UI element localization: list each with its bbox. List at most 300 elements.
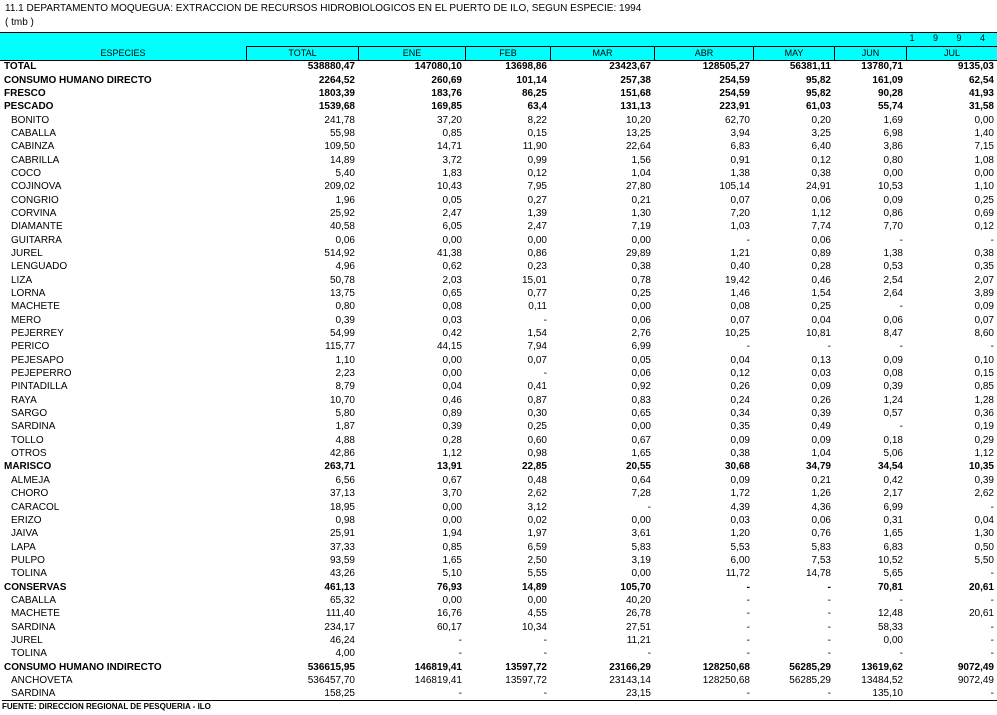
value-cell: 0,49 bbox=[811, 421, 831, 433]
value-cell: 0,07 bbox=[527, 354, 547, 366]
value-cell: 6,83 bbox=[883, 541, 903, 553]
value-cell: 0,25 bbox=[527, 421, 547, 433]
table-row bbox=[0, 287, 997, 300]
value-cell: 16,76 bbox=[436, 608, 462, 620]
value-cell: 0,86 bbox=[527, 247, 547, 259]
species-name: PINTADILLA bbox=[11, 381, 68, 393]
value-cell: 23166,29 bbox=[609, 661, 651, 673]
value-cell: 0,29 bbox=[974, 434, 994, 446]
value-cell: 0,46 bbox=[811, 274, 831, 286]
value-cell: 0,00 bbox=[527, 234, 547, 246]
value-cell: 2,47 bbox=[527, 221, 547, 233]
value-cell: 241,78 bbox=[324, 114, 355, 126]
species-name: CABRILLA bbox=[11, 154, 60, 166]
value-cell: 0,09 bbox=[811, 434, 831, 446]
value-cell: 0,00 bbox=[883, 634, 903, 646]
value-cell: 56285,29 bbox=[789, 661, 831, 673]
value-cell: 2,03 bbox=[442, 274, 462, 286]
value-cell: 0,00 bbox=[631, 568, 651, 580]
value-cell: 6,56 bbox=[335, 474, 355, 486]
value-cell: 0,67 bbox=[631, 434, 651, 446]
value-cell: 2,54 bbox=[883, 274, 903, 286]
value-cell: 10,20 bbox=[625, 114, 651, 126]
value-cell: - bbox=[458, 648, 462, 660]
value-cell: 43,26 bbox=[329, 568, 355, 580]
value-cell: 1,04 bbox=[631, 167, 651, 179]
value-cell: 0,04 bbox=[974, 514, 994, 526]
table-row bbox=[0, 434, 997, 447]
value-cell: 0,03 bbox=[811, 368, 831, 380]
table-row bbox=[0, 514, 997, 527]
value-cell: 10,70 bbox=[329, 394, 355, 406]
value-cell: 3,86 bbox=[883, 141, 903, 153]
value-cell: 6,99 bbox=[631, 341, 651, 353]
value-cell: 0,23 bbox=[527, 261, 547, 273]
table-row bbox=[0, 420, 997, 433]
value-cell: 0,19 bbox=[974, 421, 994, 433]
value-cell: 5,10 bbox=[442, 568, 462, 580]
table-row bbox=[0, 380, 997, 393]
value-cell: - bbox=[990, 688, 994, 700]
value-cell: 6,99 bbox=[883, 501, 903, 513]
value-cell: - bbox=[827, 608, 831, 620]
value-cell: 0,50 bbox=[974, 541, 994, 553]
species-name: MACHETE bbox=[11, 608, 60, 620]
value-cell: 1,65 bbox=[631, 448, 651, 460]
value-cell: - bbox=[990, 234, 994, 246]
value-cell: - bbox=[746, 581, 750, 593]
value-cell: 1,30 bbox=[631, 207, 651, 219]
value-cell: 1,03 bbox=[730, 221, 750, 233]
value-cell: 0,27 bbox=[527, 194, 547, 206]
table-row bbox=[0, 527, 997, 540]
value-cell: 20,61 bbox=[968, 581, 994, 593]
table-row bbox=[0, 634, 997, 647]
value-cell: 0,03 bbox=[730, 514, 750, 526]
value-cell: 0,83 bbox=[631, 394, 651, 406]
value-cell: 7,95 bbox=[527, 181, 547, 193]
table-row bbox=[0, 354, 997, 367]
value-cell: 0,92 bbox=[631, 381, 651, 393]
value-cell: - bbox=[458, 688, 462, 700]
species-name: LAPA bbox=[11, 541, 36, 553]
value-cell: 1,12 bbox=[811, 207, 831, 219]
value-cell: 0,41 bbox=[527, 381, 547, 393]
table-row bbox=[0, 220, 997, 233]
value-cell: - bbox=[746, 234, 750, 246]
column-header-mar: MAR bbox=[550, 47, 654, 60]
value-cell: 0,40 bbox=[730, 261, 750, 273]
value-cell: - bbox=[827, 621, 831, 633]
table-row bbox=[0, 193, 997, 206]
value-cell: 10,52 bbox=[877, 554, 903, 566]
value-cell: 65,32 bbox=[329, 594, 355, 606]
value-cell: 41,38 bbox=[436, 247, 462, 259]
value-cell: 0,00 bbox=[974, 114, 994, 126]
value-cell: 1,83 bbox=[442, 167, 462, 179]
value-cell: 93,59 bbox=[329, 554, 355, 566]
species-name: CONSERVAS bbox=[4, 581, 67, 593]
value-cell: 0,85 bbox=[442, 541, 462, 553]
species-name: CABINZA bbox=[11, 141, 55, 153]
column-header-total: TOTAL bbox=[246, 47, 358, 60]
table-row bbox=[0, 594, 997, 607]
table-row bbox=[0, 167, 997, 180]
value-cell: - bbox=[990, 341, 994, 353]
value-cell: 146819,41 bbox=[414, 661, 462, 673]
species-name: SARDINA bbox=[11, 621, 56, 633]
value-cell: 6,40 bbox=[811, 141, 831, 153]
value-cell: - bbox=[990, 568, 994, 580]
value-cell: 0,89 bbox=[811, 247, 831, 259]
value-cell: 0,67 bbox=[442, 474, 462, 486]
value-cell: 0,85 bbox=[442, 127, 462, 139]
value-cell: 0,53 bbox=[883, 261, 903, 273]
value-cell: 4,00 bbox=[335, 648, 355, 660]
value-cell: 1,72 bbox=[730, 488, 750, 500]
table-row bbox=[0, 274, 997, 287]
value-cell: 536457,70 bbox=[307, 674, 355, 686]
value-cell: 536615,95 bbox=[307, 661, 355, 673]
value-cell: 1,20 bbox=[730, 528, 750, 540]
species-name: BONITO bbox=[11, 114, 50, 126]
species-name: CABALLA bbox=[11, 127, 57, 139]
table-row bbox=[0, 127, 997, 140]
value-cell: 0,00 bbox=[442, 514, 462, 526]
value-cell: 1,87 bbox=[335, 421, 355, 433]
value-cell: 0,00 bbox=[442, 354, 462, 366]
value-cell: 0,25 bbox=[811, 301, 831, 313]
value-cell: - bbox=[543, 648, 547, 660]
value-cell: 37,20 bbox=[436, 114, 462, 126]
value-cell: 4,39 bbox=[730, 501, 750, 513]
value-cell: 56285,29 bbox=[789, 674, 831, 686]
value-cell: 0,00 bbox=[527, 594, 547, 606]
value-cell: 1,38 bbox=[883, 247, 903, 259]
value-cell: - bbox=[647, 648, 651, 660]
species-name: CABALLA bbox=[11, 594, 57, 606]
value-cell: 0,38 bbox=[811, 167, 831, 179]
value-cell: 13,75 bbox=[329, 288, 355, 300]
value-cell: 223,91 bbox=[719, 101, 750, 113]
value-cell: 0,12 bbox=[974, 221, 994, 233]
value-cell: 0,08 bbox=[883, 368, 903, 380]
value-cell: 0,98 bbox=[527, 448, 547, 460]
value-cell: - bbox=[899, 301, 903, 313]
value-cell: 0,09 bbox=[974, 301, 994, 313]
value-cell: 5,06 bbox=[883, 448, 903, 460]
value-cell: 5,65 bbox=[883, 568, 903, 580]
value-cell: 4,55 bbox=[527, 608, 547, 620]
value-cell: 209,02 bbox=[324, 181, 355, 193]
value-cell: 13619,62 bbox=[861, 661, 903, 673]
value-cell: 514,92 bbox=[324, 247, 355, 259]
unit-label: ( tmb ) bbox=[5, 17, 34, 28]
value-cell: 7,15 bbox=[974, 141, 994, 153]
value-cell: 11,21 bbox=[626, 634, 651, 646]
value-cell: - bbox=[827, 634, 831, 646]
value-cell: 2,62 bbox=[527, 488, 547, 500]
value-cell: 62,70 bbox=[724, 114, 750, 126]
table-row bbox=[0, 647, 997, 660]
column-header-may: MAY bbox=[753, 47, 834, 60]
value-cell: 1,39 bbox=[527, 207, 547, 219]
value-cell: 27,51 bbox=[625, 621, 651, 633]
value-cell: 42,86 bbox=[329, 448, 355, 460]
species-name: PULPO bbox=[11, 554, 45, 566]
value-cell: 0,21 bbox=[631, 194, 651, 206]
value-cell: 23,15 bbox=[625, 688, 651, 700]
species-name: ANCHOVETA bbox=[11, 674, 73, 686]
species-name: LENGUADO bbox=[11, 261, 68, 273]
value-cell: 10,53 bbox=[877, 181, 903, 193]
value-cell: - bbox=[899, 594, 903, 606]
species-name: TOTAL bbox=[4, 61, 37, 73]
value-cell: - bbox=[746, 688, 750, 700]
value-cell: 5,53 bbox=[730, 541, 750, 553]
value-cell: 131,13 bbox=[620, 101, 651, 113]
value-cell: 0,31 bbox=[883, 514, 903, 526]
value-cell: 0,15 bbox=[974, 368, 994, 380]
value-cell: 9072,49 bbox=[957, 661, 994, 673]
value-cell: - bbox=[647, 501, 651, 513]
value-cell: 5,55 bbox=[527, 568, 547, 580]
value-cell: 14,78 bbox=[805, 568, 831, 580]
value-cell: 0,78 bbox=[631, 274, 651, 286]
value-cell: 0,04 bbox=[442, 381, 462, 393]
value-cell: 3,72 bbox=[442, 154, 462, 166]
table-title: 11.1 DEPARTAMENTO MOQUEGUA: EXTRACCION DE RECURSOS HIDROBIOLOGICOS EN EL PUERTO DE ILO, SEGUN ESPECIE: 1994 bbox=[5, 3, 642, 14]
value-cell: 0,09 bbox=[730, 434, 750, 446]
value-cell: 2,07 bbox=[974, 274, 994, 286]
value-cell: 115,77 bbox=[325, 341, 355, 353]
value-cell: 1,26 bbox=[811, 488, 831, 500]
value-cell: 8,22 bbox=[527, 114, 547, 126]
value-cell: 7,70 bbox=[883, 221, 903, 233]
value-cell: - bbox=[746, 594, 750, 606]
value-cell: - bbox=[899, 421, 903, 433]
table-row bbox=[0, 407, 997, 420]
value-cell: - bbox=[990, 594, 994, 606]
table-row bbox=[0, 207, 997, 220]
value-cell: 0,39 bbox=[974, 474, 994, 486]
species-name: LORNA bbox=[11, 288, 46, 300]
value-cell: 0,46 bbox=[442, 394, 462, 406]
value-cell: 4,36 bbox=[811, 501, 831, 513]
value-cell: - bbox=[458, 634, 462, 646]
value-cell: 0,48 bbox=[527, 474, 547, 486]
value-cell: 0,39 bbox=[883, 381, 903, 393]
value-cell: - bbox=[990, 621, 994, 633]
species-name: CONSUMO HUMANO INDIRECTO bbox=[4, 661, 162, 673]
table-header bbox=[0, 32, 997, 61]
value-cell: 8,47 bbox=[883, 328, 903, 340]
value-cell: 0,06 bbox=[811, 234, 831, 246]
value-cell: 105,14 bbox=[719, 181, 750, 193]
value-cell: 6,00 bbox=[730, 554, 750, 566]
value-cell: 0,35 bbox=[974, 261, 994, 273]
value-cell: 0,64 bbox=[631, 474, 651, 486]
value-cell: 7,20 bbox=[730, 207, 750, 219]
value-cell: 0,39 bbox=[442, 421, 462, 433]
value-cell: 0,06 bbox=[811, 514, 831, 526]
value-cell: 10,35 bbox=[968, 461, 994, 473]
value-cell: 0,06 bbox=[335, 234, 355, 246]
value-cell: 0,18 bbox=[883, 434, 903, 446]
value-cell: 40,58 bbox=[329, 221, 355, 233]
value-cell: 2,62 bbox=[974, 488, 994, 500]
value-cell: 7,53 bbox=[811, 554, 831, 566]
table-section-row bbox=[0, 660, 997, 673]
species-name: DIAMANTE bbox=[11, 221, 63, 233]
value-cell: 0,00 bbox=[631, 421, 651, 433]
value-cell: 1,04 bbox=[811, 448, 831, 460]
value-cell: 6,59 bbox=[527, 541, 547, 553]
value-cell: 0,62 bbox=[442, 261, 462, 273]
value-cell: 161,09 bbox=[872, 74, 903, 86]
value-cell: 0,20 bbox=[811, 114, 831, 126]
value-cell: 147080,10 bbox=[414, 61, 462, 73]
value-cell: 10,25 bbox=[724, 328, 750, 340]
value-cell: 50,78 bbox=[329, 274, 355, 286]
value-cell: 40,20 bbox=[625, 594, 651, 606]
value-cell: 263,71 bbox=[324, 461, 355, 473]
value-cell: 0,39 bbox=[811, 408, 831, 420]
value-cell: 56381,11 bbox=[789, 61, 831, 73]
value-cell: 58,33 bbox=[877, 621, 903, 633]
value-cell: 1,10 bbox=[974, 181, 994, 193]
value-cell: 146819,41 bbox=[414, 674, 462, 686]
value-cell: - bbox=[543, 314, 547, 326]
table-row bbox=[0, 394, 997, 407]
value-cell: 0,91 bbox=[730, 154, 750, 166]
value-cell: 183,76 bbox=[431, 87, 462, 99]
value-cell: 169,85 bbox=[431, 101, 462, 113]
value-cell: 2,76 bbox=[631, 328, 651, 340]
table-section-row bbox=[0, 580, 997, 593]
value-cell: 0,06 bbox=[811, 194, 831, 206]
value-cell: 46,24 bbox=[329, 634, 355, 646]
value-cell: 0,11 bbox=[528, 301, 547, 313]
column-header-ene: ENE bbox=[358, 47, 465, 60]
species-name: ERIZO bbox=[11, 514, 42, 526]
value-cell: 3,61 bbox=[631, 528, 651, 540]
value-cell: 86,25 bbox=[521, 87, 547, 99]
value-cell: 54,99 bbox=[329, 328, 355, 340]
species-name: MARISCO bbox=[4, 461, 52, 473]
value-cell: 11,72 bbox=[725, 568, 750, 580]
value-cell: 0,00 bbox=[442, 368, 462, 380]
table-row bbox=[0, 620, 997, 633]
value-cell: 0,00 bbox=[442, 234, 462, 246]
value-cell: 128505,27 bbox=[702, 61, 750, 73]
value-cell: - bbox=[899, 234, 903, 246]
species-name: ALMEJA bbox=[11, 474, 50, 486]
table-row bbox=[0, 314, 997, 327]
value-cell: 55,74 bbox=[877, 101, 903, 113]
value-cell: 0,65 bbox=[631, 408, 651, 420]
value-cell: 0,02 bbox=[527, 514, 547, 526]
value-cell: 55,98 bbox=[329, 127, 355, 139]
value-cell: 0,26 bbox=[730, 381, 750, 393]
value-cell: 0,08 bbox=[730, 301, 750, 313]
value-cell: 6,83 bbox=[730, 141, 750, 153]
value-cell: 158,25 bbox=[324, 688, 355, 700]
value-cell: 1,12 bbox=[442, 448, 462, 460]
value-cell: 5,80 bbox=[335, 408, 355, 420]
value-cell: 29,89 bbox=[625, 247, 651, 259]
value-cell: 0,25 bbox=[631, 288, 651, 300]
year-label: 1 9 9 4 bbox=[909, 33, 993, 43]
value-cell: 13597,72 bbox=[505, 661, 547, 673]
value-cell: 1,21 bbox=[730, 247, 750, 259]
value-cell: 257,38 bbox=[620, 74, 651, 86]
value-cell: 128250,68 bbox=[702, 674, 750, 686]
table-row bbox=[0, 140, 997, 153]
value-cell: 1,94 bbox=[442, 528, 462, 540]
species-name: TOLINA bbox=[11, 648, 47, 660]
value-cell: 7,74 bbox=[811, 221, 831, 233]
table-row bbox=[0, 153, 997, 166]
value-cell: 5,50 bbox=[974, 554, 994, 566]
table-row bbox=[0, 113, 997, 126]
value-cell: 0,69 bbox=[974, 207, 994, 219]
value-cell: 3,12 bbox=[527, 501, 547, 513]
value-cell: 0,38 bbox=[730, 448, 750, 460]
species-name: LIZA bbox=[11, 274, 33, 286]
species-name: COCO bbox=[11, 167, 41, 179]
value-cell: 13780,71 bbox=[861, 61, 903, 73]
value-cell: - bbox=[746, 608, 750, 620]
data-table bbox=[0, 60, 997, 701]
value-cell: 31,58 bbox=[968, 101, 994, 113]
table-row bbox=[0, 567, 997, 580]
value-cell: 101,14 bbox=[516, 74, 547, 86]
value-cell: 0,36 bbox=[974, 408, 994, 420]
value-cell: 1,28 bbox=[974, 394, 994, 406]
value-cell: 27,80 bbox=[625, 181, 651, 193]
table-row bbox=[0, 180, 997, 193]
column-header-jun: JUN bbox=[834, 47, 906, 60]
value-cell: 34,79 bbox=[805, 461, 831, 473]
value-cell: 111,40 bbox=[325, 608, 355, 620]
table-row bbox=[0, 260, 997, 273]
value-cell: 538880,47 bbox=[307, 61, 355, 73]
value-cell: 0,35 bbox=[730, 421, 750, 433]
value-cell: 1,54 bbox=[811, 288, 831, 300]
table-row bbox=[0, 367, 997, 380]
value-cell: 0,08 bbox=[442, 301, 462, 313]
table-row bbox=[0, 607, 997, 620]
table-row bbox=[0, 340, 997, 353]
value-cell: - bbox=[746, 621, 750, 633]
value-cell: - bbox=[543, 368, 547, 380]
species-name: OTROS bbox=[11, 448, 47, 460]
value-cell: 0,09 bbox=[883, 354, 903, 366]
value-cell: 24,91 bbox=[805, 181, 831, 193]
value-cell: 20,55 bbox=[625, 461, 651, 473]
value-cell: 1,65 bbox=[883, 528, 903, 540]
value-cell: 22,85 bbox=[521, 461, 547, 473]
value-cell: 0,42 bbox=[442, 328, 462, 340]
value-cell: 0,60 bbox=[527, 434, 547, 446]
table-row bbox=[0, 500, 997, 513]
species-name: SARDINA bbox=[11, 688, 56, 700]
value-cell: 63,4 bbox=[527, 101, 547, 113]
value-cell: 109,50 bbox=[324, 141, 355, 153]
value-cell: 0,39 bbox=[335, 314, 355, 326]
value-cell: - bbox=[827, 688, 831, 700]
